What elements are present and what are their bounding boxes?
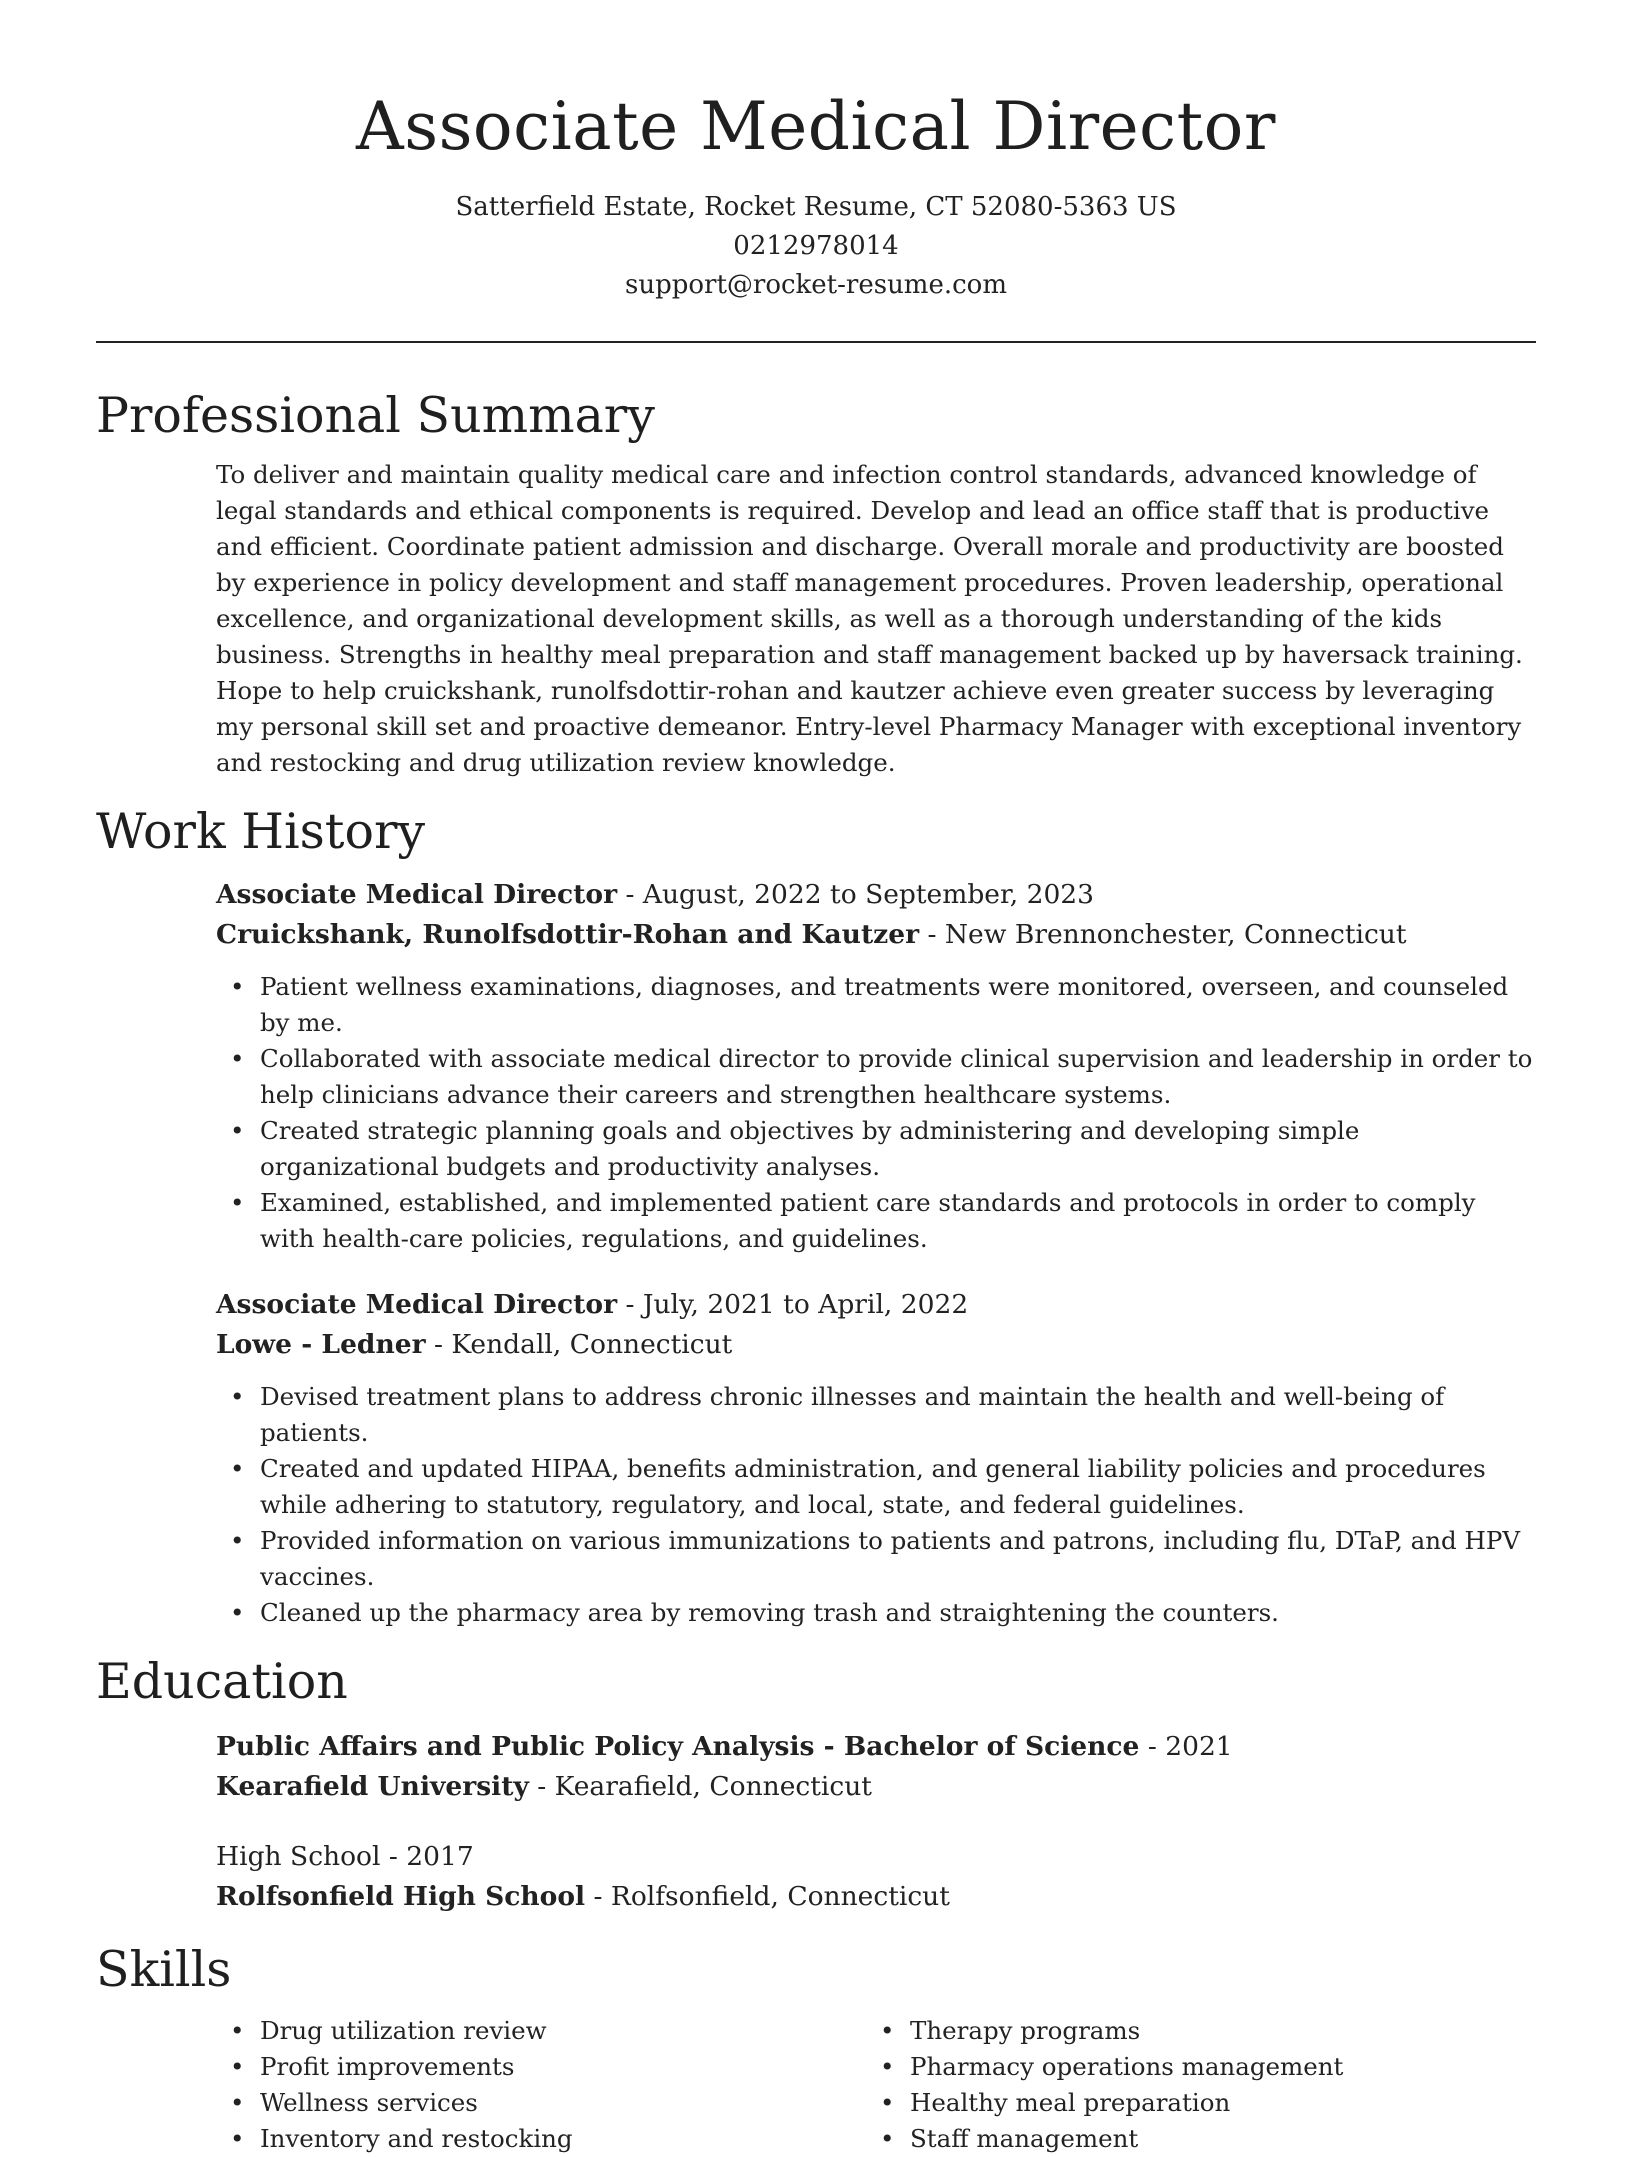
skills-columns [216, 2013, 1536, 2157]
education-year: - 2017 [380, 1841, 474, 1872]
skill-item: • Drug utilization review [230, 2016, 547, 2045]
job-entry [216, 875, 1536, 1257]
job-bullet: • Devised treatment plans to address chronic illnesses and maintain the health and well-being of patients. [230, 1382, 1445, 1447]
header-divider [96, 341, 1536, 343]
skills-right-column [866, 2013, 1516, 2157]
job-bullet: • Created and updated HIPAA, benefits administration, and general liability policies and procedures while adhering to statutory, regulatory, and local, state, and federal guidelines. [230, 1454, 1486, 1519]
education-entry [216, 1837, 1536, 1917]
education-entry [216, 1727, 1536, 1807]
job-company-line [216, 915, 1536, 955]
education-school: Rolfsonfield High School [216, 1881, 586, 1912]
job-company: Cruickshank, Runolfsdottir-Rohan and Kautzer [216, 919, 920, 950]
address-line: Satterfield Estate, Rocket Resume, CT 52080-5363 US [455, 192, 1177, 222]
job-location: - New Brennonchester, Connecticut [919, 919, 1407, 950]
resume-header [96, 0, 1536, 305]
job-bullet: • Provided information on various immunizations to patients and patrons, including flu, DTaP, and HPV vaccines. [230, 1526, 1521, 1591]
summary-text: To deliver and maintain quality medical care and infection control standards, advanced knowledge of legal standards and ethical components is required. Develop and lead an office staff that is productive and efficient. Coordinate patient admission and discharge. Overall morale and productivity are boosted by experience in policy development and staff management procedures. Proven leadership, operational excellence, and organizational development skills, as well as a thorough understanding of the kids business. Strengths in healthy meal preparation and staff management backed up by haversack training. Hope to help cruickshank, runolfsdottir-rohan and kautzer achieve even greater success by leveraging my personal skill set and proactive demeanor. Entry-level Pharmacy Manager with exceptional inventory and restocking and drug utilization review knowledge. [216, 460, 1523, 777]
job-position: Associate Medical Director [216, 879, 618, 910]
education-section [216, 1727, 1536, 1917]
education-year: - 2021 [1139, 1731, 1233, 1762]
work-section-title: Work History [96, 803, 426, 860]
education-location: - Rolfsonfield, Connecticut [585, 1881, 950, 1912]
job-bullet: • Cleaned up the pharmacy area by removing trash and straightening the counters. [230, 1598, 1279, 1627]
skill-item: • Inventory and restocking [230, 2124, 573, 2153]
candidate-name: Associate Medical Director [356, 88, 1276, 165]
education-degree-line [216, 1727, 1536, 1767]
email-line: support@rocket-resume.com [624, 270, 1007, 300]
skill-item: • Pharmacy operations management [880, 2052, 1344, 2081]
job-position: Associate Medical Director [216, 1289, 618, 1320]
job-company: Lowe - Ledner [216, 1329, 426, 1360]
education-school: Kearafield University [216, 1771, 529, 1802]
summary-section [216, 457, 1536, 781]
skill-item: • Therapy programs [880, 2016, 1141, 2045]
job-title-line [216, 1285, 1536, 1325]
job-bullet: • Examined, established, and implemented patient care standards and protocols in order to comply with health-care policies, regulations, and guidelines. [230, 1188, 1476, 1253]
skill-item: • Healthy meal preparation [880, 2088, 1231, 2117]
job-dates: - July, 2021 to April, 2022 [617, 1289, 969, 1320]
work-section [216, 875, 1536, 1631]
education-section-title: Education [96, 1653, 348, 1710]
education-degree-line [216, 1837, 1536, 1877]
skills-left-column [216, 2013, 866, 2157]
job-bullet: • Created strategic planning goals and objectives by administering and developing simple organizational budgets and productivity analyses. [230, 1116, 1360, 1181]
job-entry [216, 1285, 1536, 1631]
phone-line: 0212978014 [733, 231, 899, 261]
skill-item: • Staff management [880, 2124, 1139, 2153]
education-location: - Kearafield, Connecticut [528, 1771, 872, 1802]
education-degree: High School [216, 1841, 381, 1872]
skills-section-title: Skills [96, 1941, 232, 1998]
education-school-line [216, 1877, 1536, 1917]
job-dates: - August, 2022 to September, 2023 [617, 879, 1095, 910]
skill-item: • Wellness services [230, 2088, 478, 2117]
job-bullet-list [216, 1379, 1536, 1631]
job-title-line [216, 875, 1536, 915]
education-school-line [216, 1767, 1536, 1807]
skill-item: • Profit improvements [230, 2052, 515, 2081]
skills-section [216, 2013, 1536, 2157]
job-location: - Kendall, Connecticut [425, 1329, 733, 1360]
job-company-line [216, 1325, 1536, 1365]
contact-info [96, 188, 1536, 305]
education-degree: Public Affairs and Public Policy Analysis - Bachelor of Science [216, 1731, 1140, 1762]
job-bullet: • Patient wellness examinations, diagnoses, and treatments were monitored, overseen, and counseled by me. [230, 972, 1509, 1037]
summary-section-title: Professional Summary [96, 387, 655, 444]
job-bullet-list [216, 969, 1536, 1257]
job-bullet: • Collaborated with associate medical director to provide clinical supervision and leadership in order to help clinicians advance their careers and strengthen healthcare systems. [230, 1044, 1533, 1109]
